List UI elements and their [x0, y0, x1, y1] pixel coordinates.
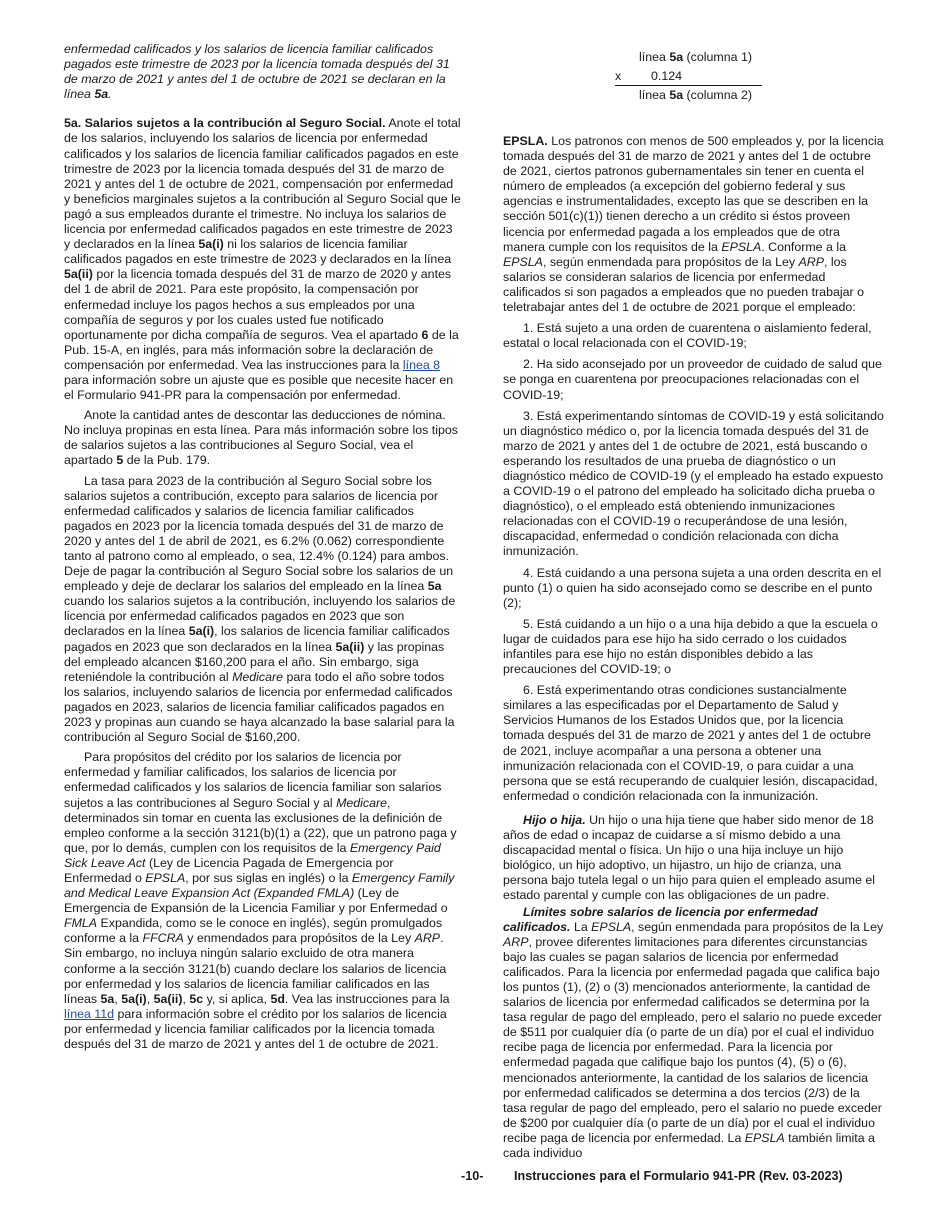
term: EPSLA	[503, 254, 543, 269]
text: y las propinas del empleado alcancen $160,200 para el año. Sin embargo, siga reteniéndole la contribución al	[64, 639, 445, 684]
calc-factor: 0.124	[651, 69, 683, 83]
line-ref: 5c	[189, 991, 204, 1006]
text: , los salarios de licencia familiar calificados pagados en 2023 que son declarados en la línea	[64, 624, 450, 654]
term: Medicare	[336, 795, 388, 810]
section-ref: 6	[421, 327, 429, 342]
credit-paragraph	[64, 750, 462, 1052]
calculation-box	[503, 42, 885, 122]
line-5a-paragraph	[64, 116, 462, 403]
text: Anote la cantidad antes de descontar las deducciones de nómina. No incluya propinas en esta línea. Para más información sobre los tipos de salarios sujetos a las contribuciones al Seguro Social, vea el apartado	[64, 408, 458, 468]
text: cuando los salarios sujetos a la contribución, incluyendo los salarios de licencia por enfermedad calificados pagados en 2023 que son declarados en la línea	[64, 594, 456, 639]
right-column	[503, 42, 885, 1161]
line-ref: 5a(ii)	[64, 267, 93, 282]
text: La tasa para 2023 de la contribución al Seguro Social sobre los salarios sujetos a contribución, excepto para salarios de licencia por enfermedad calificados y salarios de licencia familiar calificados pagados en 2023 por la licencia tomada después del 31 de marzo de 2020 y antes del 1 de abril de 2021, es 6.2% (0.062) correspondiente tanto al patrono como al empleado, o sea, 12.4% (0.124) para ambos. Deje de pagar la contribución al Seguro Social sobre los salarios de un empleado y deje de declarar los salarios del empleado en la línea	[64, 473, 454, 594]
text: (columna 2)	[683, 88, 752, 102]
left-column	[64, 42, 462, 1052]
line-5a-heading: 5a. Salarios sujetos a la contribución al Seguro Social.	[64, 116, 386, 131]
limits-paragraph	[503, 905, 885, 1162]
text: (Ley de Licencia Pagada de Emergencia por Enfermedad o	[64, 855, 394, 885]
rate-paragraph	[64, 474, 462, 746]
text: Anote el total de los salarios, incluyendo los salarios de licencia por enfermedad calificados y los salarios de licencia familiar calificados pagados en este trimestre de 2023 por la licencia tomada después del 31 de marzo de 2021 y antes del 1 de octubre de 2021, compensación por enfermedad y beneficios marginales sujetos a la contribución al Seguro Social que le pagó a sus empleados durante el trimestre. No incluya los salarios de licencia por enfermedad calificados pagados en este trimestre de 2023 y declarados en la línea	[64, 116, 461, 252]
intro-paragraph	[64, 42, 462, 102]
line-ref: 5a(i)	[198, 237, 224, 252]
text: y, si aplica,	[203, 991, 271, 1006]
text: . Vea las instrucciones para la	[284, 991, 450, 1006]
list-item: 6. Está experimentando otras condiciones sustancialmente similares a las especificadas por el Departamento de Salud y Servicios Humanos de los Estados Unidos que, por la licencia tomada después del 31 de marzo de 2021 y antes del 1 de octubre de 2021, incluye acompañar a una persona a obtener una inmunización relacionada con el COVID-19, o para cuidar a una persona que se está recuperando de cualquier lesión, discapacidad, enfermedad o condición relacionada con la inmunización.	[503, 683, 878, 803]
line-ref: 5a(ii)	[153, 991, 183, 1006]
text: , provee diferentes limitaciones para diferentes circunstancias bajo las cuales se pagan salarios de licencia por enfermedad calificados. Para la licencia por enfermedad pagada que califica bajo los puntos (1), (2) o (3) mencionados anteriormente, la cantidad de salarios de licencia por enfermedad calificados se determina por la tasa regular de pago del empleado, pero el salario no puede exceder de $511 por cualquier día (o parte de un día) por el cual el individuo recibe paga de licencia por enfermedad. Para la licencia por enfermedad pagada que califique bajo los puntos (4), (5) o (6), mencionados anteriormente, la cantidad de los salarios de licencia por enfermedad calificados se determina a dos tercios (2/3) de la tasa regular de pago del empleado, pero el salario no puede exceder de $200 por cualquier día (o parte de un día) por el cual el individuo recibe paga de licencia por enfermedad. La	[503, 934, 882, 1145]
epsla-heading: EPSLA.	[503, 134, 548, 148]
text: por la licencia tomada después del 31 de marzo de 2020 y antes del 1 de abril de 2021. Para este propósito, la compensación por enfermedad incluye los pagos hechos a sus empleados por una compañía de seguros y por los cuales usted fue notificado oportunamente por dicha compañía de seguros. Vea el apartado	[64, 267, 452, 342]
text: (columna 1)	[683, 50, 752, 64]
list-item: 4. Está cuidando a una persona sujeta a una orden descrita en el punto (1) o quien ha sido aconsejado como se describe en el punto (2);	[503, 565, 882, 610]
text: ,	[146, 991, 154, 1006]
text: Expandida, como se le conoce en inglés), según promulgados conforme a la	[64, 916, 443, 946]
page-number: -10-	[461, 1169, 484, 1183]
text: ni los salarios de licencia familiar calificados pagados en este trimestre de 2023 y declarados en la línea	[64, 237, 452, 267]
term: ARP	[503, 934, 529, 949]
text: para información sobre un ajuste que es posible que necesite hacer en el Formulario 941-PR para la compensación por enfermedad.	[64, 372, 454, 403]
line-ref: 5a(i)	[188, 624, 215, 639]
hijo-heading: Hijo o hija.	[523, 812, 586, 827]
term: Emergency Paid Sick Leave Act	[64, 840, 441, 870]
text: , por sus siglas en inglés) o la	[185, 870, 352, 885]
text: también limita a cada individuo	[503, 1130, 875, 1160]
term: EPSLA	[591, 919, 632, 934]
text: línea	[639, 88, 670, 102]
list-item: 3. Está experimentando síntomas de COVID-19 y está solicitando un diagnóstico médico o, por la licencia tomada después del 31 de marzo de 2021 y antes del 1 de octubre de 2021, está buscando o esperando los resultados de una prueba de diagnóstico o un diagnóstico médico de COVID-19 (y el empleado ha estado expuesto a COVID-19 o el patrono del empleado ha solicitado dicha prueba o diagnóstico), o el empleado está obteniendo inmunizaciones relacionadas con el COVID-19 o recuperándose de una lesión, discapacidad, enfermedad o condición relacionada con dicha inmunización.	[503, 408, 884, 559]
line-ref: 5a	[427, 579, 442, 594]
list-item: 1. Está sujeto a una orden de cuarentena o aislamiento federal, estatal o local relacionada con el COVID-19;	[503, 321, 872, 351]
intro-end: .	[108, 87, 112, 102]
line-ref: 5a	[669, 88, 684, 102]
text: La	[570, 919, 592, 934]
text: para todo el año sobre todos los salarios, incluyendo salarios de licencia por enfermedad calificados pagados en 2023, salarios de licencia familiar calificados pagados en 2023 y propinas aun cuando se haya alcanzado la base salarial para la contribución al Seguro Social de $160,200.	[64, 669, 455, 745]
line-11d-link[interactable]: línea 11d	[64, 1006, 115, 1021]
term: FFCRA	[142, 931, 184, 946]
calc-operator: x	[615, 69, 622, 83]
term: EPSLA	[744, 1130, 785, 1145]
calc-rule	[615, 85, 762, 86]
text: , según enmendada para propósitos de la Ley	[542, 254, 799, 269]
term: ARP	[414, 931, 441, 946]
epsla-paragraph	[503, 134, 885, 315]
term: Emergency Family and Medical Leave Expansion Act (Expanded FMLA)	[64, 870, 455, 901]
line-ref: 5a(i)	[121, 991, 147, 1006]
text: . Sin embargo, no incluya ningún salario excluido de otra manera conforme a la sección 3121(b) cuando declare los salarios de licencia por enfermedad y los salarios de licencia familiar calificados en las líneas	[64, 931, 447, 1006]
line-ref: 5a	[100, 991, 115, 1006]
calc-line-2	[639, 88, 752, 103]
line-8-link[interactable]: línea 8	[402, 357, 441, 372]
intro-line-ref: 5a	[94, 87, 109, 102]
hijo-paragraph	[503, 813, 885, 904]
list-item: 5. Está cuidando a un hijo o a una hija debido a que la escuela o lugar de cuidados para ese hijo ha sido cerrado o los cuidados infantiles para ese hijo no están disponibles debido a las precauciones del COVID-19; o	[503, 616, 878, 677]
intro-text: enfermedad calificados y los salarios de licencia familiar calificados pagados este trimestre de 2023 por la licencia tomada después del 31 de marzo de 2021 y antes del 1 de octubre de 2021 se declaran en la línea	[64, 42, 450, 102]
line-ref: 5d	[270, 991, 285, 1006]
amount-paragraph	[64, 408, 462, 468]
text: para información sobre el crédito por los salarios de licencia por enfermedad y licencia familiar calificados por la licencia tomada después del 31 de marzo de 2021 y antes del 1 de octubre de 2021.	[64, 1006, 447, 1051]
text: de la Pub. 15-A, en inglés, para más información sobre la declaración de compensación por enfermedad. Vea las instrucciones para la	[64, 327, 459, 372]
text: línea	[639, 50, 670, 64]
text: , según enmendada para propósitos de la Ley	[631, 919, 884, 934]
text: Los patronos con menos de 500 empleados y, por la licencia tomada después del 31 de marzo de 2021 y antes del 1 de octubre de 2021, ciertos patronos gubernamentales sin tener en cuenta el número de empleados (a excepción del gobierno federal y sus agencias e instrumentalidades, excepto las que se describen en la sección 501(c)(1)) tienen derecho a un crédito si éstos proveen licencia por enfermedad pagada a los empleados que de otra manera cumple con los requisitos de la	[503, 134, 884, 254]
text: (Ley de Emergencia de Expansión de la Licencia Familiar y por Enfermedad o	[64, 886, 448, 916]
text: , determinados sin tomar en cuenta las exclusiones de la definición de empleo conforme a la sección 3121(b)(1) a (22), que un patrono paga y que, por lo demás, cumplen con los requisitos de la	[64, 795, 457, 855]
term: FMLA	[64, 916, 98, 931]
term: ARP	[798, 254, 825, 269]
text: de la Pub. 179.	[123, 453, 211, 468]
footer-title: Instrucciones para el Formulario 941-PR (Rev. 03-2023)	[514, 1169, 843, 1183]
text: Un hijo o una hija tiene que haber sido menor de 18 años de edad o incapaz de cuidarse a sí mismo debido a una discapacidad mental o física. Un hijo o una hija incluye un hijo biológico, un hijo adoptivo, un hijastro, un hijo de crianza, una persona bajo tutela legal o un hijo para quien el empleado asume el estado parental y cumple con las obligaciones de un padre.	[503, 812, 875, 903]
section-ref: 5	[116, 453, 124, 468]
line-ref: 5a	[669, 50, 684, 64]
calc-line-1	[639, 50, 752, 65]
limits-heading: Límites sobre salarios de licencia por enfermedad calificados.	[503, 904, 818, 934]
term: Medicare	[232, 669, 284, 684]
text: Para propósitos del crédito por los salarios de licencia por enfermedad y familiar calificados, los salarios de licencia por enfermedad calificados y los salarios de licencia familiar son salarios sujetos a las contribuciones al Seguro Social y al	[64, 750, 442, 810]
line-ref: 5a(ii)	[335, 639, 365, 654]
term: EPSLA	[721, 239, 762, 254]
text: , los salarios se consideran salarios de licencia por enfermedad calificados si son pagados a empleados que no pueden trabajar o teletrabajar antes del 1 de octubre de 2021 porque el empleado:	[503, 254, 864, 315]
text: . Conforme a la	[761, 239, 846, 254]
term: EPSLA	[145, 870, 186, 885]
list-item: 2. Ha sido aconsejado por un proveedor de cuidado de salud que se ponga en cuarentena por preocupaciones relacionadas con el COVID-19;	[503, 357, 882, 402]
text: ,	[114, 991, 122, 1006]
text: ,	[182, 991, 190, 1006]
text: y enmendados para propósitos de la Ley	[183, 931, 415, 946]
